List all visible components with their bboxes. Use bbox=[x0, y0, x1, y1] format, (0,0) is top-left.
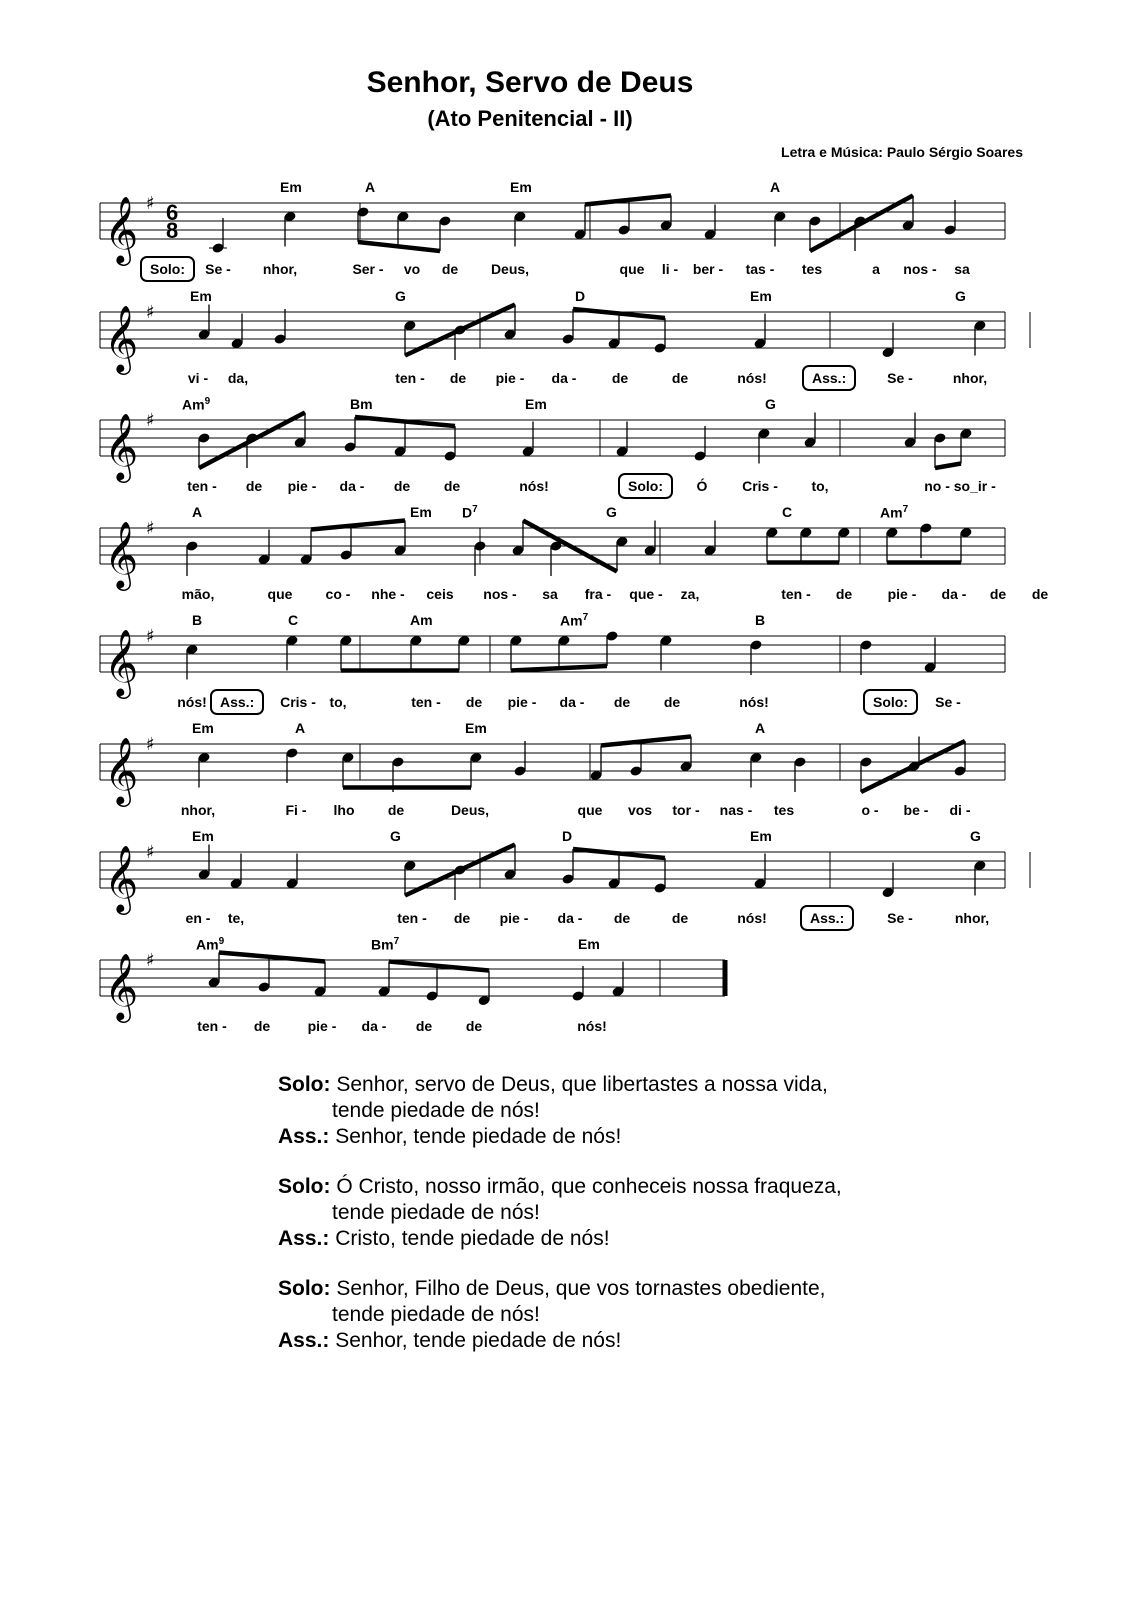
lyric-syllable: nós! bbox=[737, 370, 767, 386]
lyric-syllable: o - bbox=[861, 802, 879, 818]
lyric-syllable: Cris - bbox=[742, 478, 778, 494]
lyric-syllable: de bbox=[453, 910, 471, 926]
lyric-syllable: ten - bbox=[187, 478, 217, 494]
key-signature-sharp-icon: ♯ bbox=[146, 734, 155, 755]
lyric-syllable: de bbox=[441, 261, 459, 277]
lyric-syllable: Se - bbox=[935, 694, 961, 710]
lyric-syllable: da - bbox=[559, 694, 585, 710]
lyric-syllable: nhor, bbox=[262, 261, 298, 277]
lyric-syllable: ber - bbox=[692, 261, 724, 277]
lyric-syllable: de bbox=[663, 694, 681, 710]
lyric-syllable: de bbox=[1031, 586, 1049, 602]
staff bbox=[100, 940, 1030, 1020]
lyric-syllable: to, bbox=[811, 478, 829, 494]
lyric-syllable: nós! bbox=[737, 910, 767, 926]
lyric-syllable: de bbox=[415, 1018, 433, 1034]
chord-symbol: Em bbox=[750, 828, 772, 844]
staff-system-6 bbox=[100, 720, 1030, 844]
role-solo: Solo: bbox=[278, 1277, 331, 1300]
chord-symbol: Bm bbox=[350, 396, 373, 412]
chord-symbol: A bbox=[770, 179, 781, 195]
key-signature-sharp-icon: ♯ bbox=[146, 302, 155, 323]
chord-symbol: G bbox=[970, 828, 981, 844]
chord-symbol: D bbox=[562, 828, 573, 844]
text-line: Senhor, servo de Deus, que libertastes a nossa vida, bbox=[336, 1073, 828, 1096]
staff bbox=[100, 724, 1030, 804]
ass-tag: Ass.: bbox=[210, 689, 264, 715]
lyric-syllable: nas - bbox=[719, 802, 753, 818]
solo-tag: Solo: bbox=[140, 256, 195, 282]
lyric-syllable: que - bbox=[629, 586, 663, 602]
lyric-syllable: da - bbox=[557, 910, 583, 926]
chord-symbol: Am$^9$ bbox=[196, 936, 225, 953]
lyric-syllable: de bbox=[671, 910, 689, 926]
page-title: Senhor, Servo de Deus bbox=[366, 66, 694, 99]
text-line: tende piedade de nós! bbox=[332, 1099, 540, 1122]
chord-symbol: Em bbox=[280, 179, 302, 195]
role-ass: Ass.: bbox=[278, 1329, 330, 1352]
lyric-syllable: ten - bbox=[411, 694, 441, 710]
lyric-syllable: ten - bbox=[397, 910, 427, 926]
staff bbox=[100, 400, 1030, 480]
lyric-syllable: te, bbox=[227, 910, 245, 926]
chord-symbol: Am$^9$ bbox=[182, 396, 211, 413]
treble-clef-icon: 𝄞 bbox=[104, 952, 139, 1020]
lyric-syllable: da, bbox=[227, 370, 249, 386]
chord-symbol: A bbox=[192, 504, 203, 520]
chord-symbol: Em bbox=[525, 396, 547, 412]
lyric-syllable: que bbox=[619, 261, 645, 277]
lyric-syllable: nos - bbox=[903, 261, 937, 277]
credits: Letra e Música: Paulo Sérgio Soares bbox=[781, 144, 1023, 160]
staff-system-1 bbox=[100, 179, 1030, 303]
lyric-syllable: que bbox=[577, 802, 603, 818]
role-solo: Solo: bbox=[278, 1073, 331, 1096]
chord-symbol: $D^7$ bbox=[462, 504, 478, 521]
note-beam bbox=[199, 413, 305, 469]
lyric-syllable: nós! bbox=[739, 694, 769, 710]
chord-symbol: G bbox=[765, 396, 776, 412]
lyric-syllable: pie - bbox=[887, 586, 917, 602]
lyric-syllable: da - bbox=[361, 1018, 387, 1034]
lyric-syllable: ceis bbox=[426, 586, 454, 602]
lyric-syllable: que bbox=[267, 586, 293, 602]
lyric-syllable: da - bbox=[339, 478, 365, 494]
note-beam bbox=[511, 666, 607, 671]
lyric-syllable: tes bbox=[773, 802, 795, 818]
lyric-syllable: Se - bbox=[887, 910, 913, 926]
text-line: tende piedade de nós! bbox=[332, 1201, 540, 1224]
lyric-syllable: ten - bbox=[197, 1018, 227, 1034]
lyric-syllable: a bbox=[872, 261, 880, 277]
chord-symbol: Em bbox=[578, 936, 600, 952]
lyric-syllable: pie - bbox=[507, 694, 537, 710]
lyric-syllable: li - bbox=[661, 261, 679, 277]
lyric-syllable: nhor, bbox=[180, 802, 216, 818]
stanza-3 bbox=[278, 1276, 842, 1354]
staff-system-2 bbox=[100, 288, 1030, 412]
page-subtitle: (Ato Penitencial - II) bbox=[427, 106, 633, 131]
lyric-syllable: sa bbox=[542, 586, 558, 602]
treble-clef-icon: 𝄞 bbox=[104, 628, 139, 696]
chord-symbol: G bbox=[390, 828, 401, 844]
note-beam bbox=[935, 464, 961, 469]
lyric-syllable: lho bbox=[333, 802, 355, 818]
treble-clef-icon: 𝄞 bbox=[104, 520, 139, 588]
text-line: Ó Cristo, nosso irmão, que conheceis nossa fraqueza, bbox=[336, 1175, 842, 1198]
lyric-syllable: sa bbox=[954, 261, 970, 277]
time-signature: 6 bbox=[166, 200, 179, 225]
staff-system-7 bbox=[100, 828, 1030, 952]
lyric-syllable: pie - bbox=[499, 910, 529, 926]
lyric-syllable: de bbox=[835, 586, 853, 602]
note-beam bbox=[861, 741, 965, 792]
note-beam bbox=[810, 196, 913, 252]
chord-symbol: Am$^7$ bbox=[880, 504, 909, 521]
chord-symbol: Em bbox=[465, 720, 487, 736]
lyric-syllable: vos bbox=[627, 802, 653, 818]
text-line: Senhor, tende piedade de nós! bbox=[335, 1329, 622, 1352]
staff bbox=[100, 183, 1030, 263]
lyric-syllable: de bbox=[387, 802, 405, 818]
lyric-syllable: de bbox=[613, 910, 631, 926]
chord-symbol: Am bbox=[410, 612, 433, 628]
role-ass: Ass.: bbox=[278, 1227, 330, 1250]
staff bbox=[100, 292, 1030, 372]
staff bbox=[100, 832, 1030, 912]
lyric-syllable: Se - bbox=[887, 370, 913, 386]
treble-clef-icon: 𝄞 bbox=[104, 304, 139, 372]
lyric-syllable: nhor, bbox=[952, 370, 988, 386]
lyric-syllable: de bbox=[613, 694, 631, 710]
lyric-syllable: nós! bbox=[577, 1018, 607, 1034]
text-line: Cristo, tende piedade de nós! bbox=[335, 1227, 610, 1250]
lyric-syllable: nhor, bbox=[954, 910, 990, 926]
stanza-1 bbox=[278, 1072, 842, 1150]
lyric-syllable: no - so_ir - bbox=[924, 478, 996, 494]
text-line: Senhor, tende piedade de nós! bbox=[335, 1125, 622, 1148]
lyric-syllable: de bbox=[443, 478, 461, 494]
chord-symbol: G bbox=[955, 288, 966, 304]
staff-system-5 bbox=[100, 612, 1030, 736]
text-line: Senhor, Filho de Deus, que vos tornastes obediente, bbox=[336, 1277, 826, 1300]
key-signature-sharp-icon: ♯ bbox=[146, 842, 155, 863]
ass-tag: Ass.: bbox=[800, 905, 854, 931]
lyric-syllable: de bbox=[465, 1018, 483, 1034]
lyric-syllable: da - bbox=[941, 586, 967, 602]
lyric-syllable: pie - bbox=[287, 478, 317, 494]
lyric-syllable: de bbox=[989, 586, 1007, 602]
key-signature-sharp-icon: ♯ bbox=[146, 193, 155, 214]
lyric-syllable: Fi - bbox=[285, 802, 307, 818]
chord-symbol: Bm$^7$ bbox=[371, 936, 400, 953]
lyric-syllable: de bbox=[465, 694, 483, 710]
lyric-syllable: de bbox=[611, 370, 629, 386]
lyric-syllable: pie - bbox=[307, 1018, 337, 1034]
lyrics-text bbox=[278, 1072, 842, 1378]
text-line: tende piedade de nós! bbox=[332, 1303, 540, 1326]
note-beam bbox=[358, 242, 440, 251]
lyric-syllable: fra - bbox=[584, 586, 612, 602]
chord-symbol: Em bbox=[510, 179, 532, 195]
chord-symbol: B bbox=[192, 612, 203, 628]
chord-symbol: Em bbox=[192, 720, 214, 736]
treble-clef-icon: 𝄞 bbox=[104, 736, 139, 804]
lyric-syllable: Deus, bbox=[450, 802, 490, 818]
chord-symbol: A bbox=[755, 720, 766, 736]
chord-symbol: Em bbox=[410, 504, 432, 520]
chord-symbol: C bbox=[288, 612, 299, 628]
lyric-syllable: Ó bbox=[696, 478, 708, 494]
role-solo: Solo: bbox=[278, 1175, 331, 1198]
key-signature-sharp-icon: ♯ bbox=[146, 518, 155, 539]
chord-symbol: Am$^7$ bbox=[560, 612, 589, 629]
key-signature-sharp-icon: ♯ bbox=[146, 626, 155, 647]
chord-symbol: Em bbox=[192, 828, 214, 844]
lyric-syllable: mão, bbox=[181, 586, 215, 602]
lyric-syllable: de bbox=[245, 478, 263, 494]
key-signature-sharp-icon: ♯ bbox=[146, 410, 155, 431]
solo-tag: Solo: bbox=[863, 689, 918, 715]
lyric-syllable: di - bbox=[949, 802, 971, 818]
lyric-syllable: ten - bbox=[395, 370, 425, 386]
lyric-syllable: nos - bbox=[483, 586, 517, 602]
lyric-syllable: Ser - bbox=[352, 261, 384, 277]
lyric-syllable: to, bbox=[329, 694, 347, 710]
lyric-syllable: Se - bbox=[205, 261, 231, 277]
ass-tag: Ass.: bbox=[802, 365, 856, 391]
treble-clef-icon: 𝄞 bbox=[104, 844, 139, 912]
lyric-syllable: za, bbox=[680, 586, 700, 602]
key-signature-sharp-icon: ♯ bbox=[146, 950, 155, 971]
chord-symbol: Em bbox=[750, 288, 772, 304]
stanza-2 bbox=[278, 1174, 842, 1252]
time-signature: 8 bbox=[166, 218, 179, 243]
chord-symbol: D bbox=[575, 288, 586, 304]
chord-symbol: Em bbox=[190, 288, 212, 304]
chord-symbol: G bbox=[606, 504, 617, 520]
staff-system-3 bbox=[100, 396, 1030, 520]
lyric-syllable: Cris - bbox=[280, 694, 316, 710]
lyric-syllable: tas - bbox=[745, 261, 775, 277]
lyric-syllable: ten - bbox=[781, 586, 811, 602]
role-ass: Ass.: bbox=[278, 1125, 330, 1148]
solo-tag: Solo: bbox=[618, 473, 673, 499]
treble-clef-icon: 𝄞 bbox=[104, 412, 139, 480]
chord-symbol: G bbox=[395, 288, 406, 304]
lyric-syllable: de bbox=[671, 370, 689, 386]
chord-symbol: B bbox=[755, 612, 766, 628]
staff-system-4 bbox=[100, 504, 1049, 628]
lyric-syllable: nhe - bbox=[371, 586, 405, 602]
lyric-syllable: de bbox=[393, 478, 411, 494]
lyric-syllable: vo bbox=[403, 261, 421, 277]
lyric-syllable: vi - bbox=[187, 370, 209, 386]
lyric-syllable: nós! bbox=[177, 694, 207, 710]
treble-clef-icon: 𝄞 bbox=[104, 195, 139, 263]
chord-symbol: C bbox=[782, 504, 793, 520]
lyric-syllable: de bbox=[449, 370, 467, 386]
lyric-syllable: Deus, bbox=[490, 261, 530, 277]
lyric-syllable: en - bbox=[185, 910, 211, 926]
lyric-syllable: de bbox=[253, 1018, 271, 1034]
lyric-syllable: tor - bbox=[672, 802, 700, 818]
staff-system-8 bbox=[100, 936, 1030, 1060]
lyric-syllable: pie - bbox=[495, 370, 525, 386]
lyric-syllable: tes bbox=[801, 261, 823, 277]
lyric-syllable: co - bbox=[325, 586, 351, 602]
lyric-syllable: da - bbox=[551, 370, 577, 386]
chord-symbol: A bbox=[365, 179, 376, 195]
chord-symbol: A bbox=[295, 720, 306, 736]
lyric-syllable: be - bbox=[903, 802, 929, 818]
lyric-syllable: nós! bbox=[519, 478, 549, 494]
